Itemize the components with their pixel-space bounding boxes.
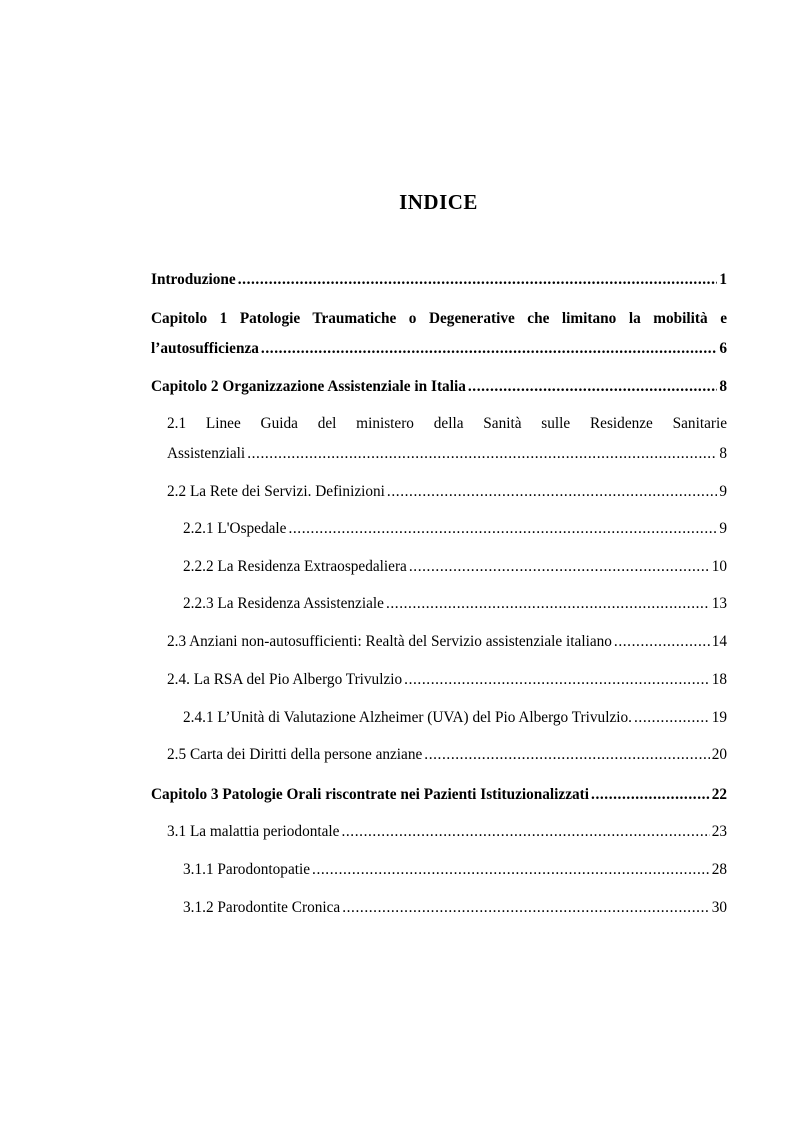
toc-entry-2-2-3[interactable]: [183, 594, 727, 614]
toc-entry-2-4-1[interactable]: [183, 708, 727, 728]
toc-entry-label: 2.2.3 La Residenza Assistenziale: [183, 595, 384, 612]
dot-leader: [238, 270, 718, 290]
toc-entry-2-1[interactable]: [167, 444, 727, 464]
toc-entry-label: 2.4.1 L’Unità di Valutazione Alzheimer (UVA) del Pio Albergo Trivulzio.: [183, 709, 632, 726]
toc-page-number: 10: [711, 558, 727, 575]
toc-entry-3-1-1[interactable]: [183, 860, 727, 880]
dot-leader: [409, 557, 710, 577]
toc-page-number: 6: [719, 340, 727, 357]
toc-entry-2-4[interactable]: [167, 670, 727, 690]
toc-page-number: 20: [711, 746, 727, 763]
toc-page-number: 13: [711, 595, 727, 612]
dot-leader: [387, 482, 717, 502]
toc-page-number: 8: [719, 378, 727, 395]
toc-page-number: 30: [711, 899, 727, 916]
dot-leader: [288, 519, 717, 539]
toc-entry-2-2[interactable]: [167, 482, 727, 502]
toc-page-number: 18: [711, 671, 727, 688]
toc-entry-label: 3.1.2 Parodontite Cronica: [183, 899, 341, 916]
toc-entry-label: 2.2 La Rete dei Servizi. Definizioni: [167, 483, 385, 500]
toc-page-number: 1: [719, 271, 727, 288]
toc-entry-label: Introduzione: [151, 271, 236, 288]
dot-leader: [591, 785, 710, 805]
dot-leader: [634, 708, 710, 728]
toc-page-number: 19: [711, 709, 727, 726]
dot-leader: [312, 860, 710, 880]
toc-entry-2-1-line1[interactable]: 2.1 Linee Guida del ministero della Sanità sulle Residenze Sanitarie: [167, 415, 727, 432]
dot-leader: [614, 632, 710, 652]
dot-leader: [386, 594, 710, 614]
toc-entry-3-1-2[interactable]: [183, 898, 727, 918]
toc-page-number: 22: [711, 786, 727, 803]
dot-leader: [404, 670, 710, 690]
toc-entry-2-5[interactable]: [167, 745, 727, 765]
toc-entry-label: Capitolo 3 Patologie Orali riscontrate nei Pazienti Istituzionalizzati: [151, 786, 590, 803]
toc-entry-label: 2.4. La RSA del Pio Albergo Trivulzio: [167, 671, 403, 688]
toc-entry-label: 2.2.1 L'Ospedale: [183, 520, 287, 537]
toc-entry-2-3[interactable]: [167, 632, 727, 652]
dot-leader: [247, 444, 717, 464]
toc-entry-label: Assistenziali: [167, 445, 246, 462]
toc-entry-introduzione[interactable]: [151, 270, 727, 290]
toc-entry-capitolo-1-line1[interactable]: Capitolo 1 Patologie Traumatiche o Degenerative che limitano la mobilità e: [151, 310, 727, 327]
dot-leader: [342, 898, 710, 918]
toc-entry-capitolo-3[interactable]: [151, 785, 727, 805]
toc-entry-label: 3.1 La malattia periodontale: [167, 823, 340, 840]
toc-entry-capitolo-1[interactable]: [151, 339, 727, 359]
toc-entry-label: 2.5 Carta dei Diritti della persone anziane: [167, 746, 423, 763]
toc-entry-2-2-2[interactable]: [183, 557, 727, 577]
toc-page-number: 28: [711, 861, 727, 878]
toc-page-number: 9: [719, 483, 727, 500]
dot-leader: [341, 822, 709, 842]
dot-leader: [261, 339, 717, 359]
toc-entry-label: l’autosufficienza: [151, 340, 259, 357]
toc-page-number: 9: [719, 520, 727, 537]
toc-entry-label: Capitolo 2 Organizzazione Assistenziale in Italia: [151, 378, 466, 395]
toc-entry-label: 2.3 Anziani non-autosufficienti: Realtà del Servizio assistenziale italiano: [167, 633, 612, 650]
page-title: INDICE: [399, 190, 478, 214]
toc-page-number: 14: [711, 633, 727, 650]
toc-entry-label: 3.1.1 Parodontopatie: [183, 861, 311, 878]
dot-leader: [424, 745, 709, 765]
toc-entry-2-2-1[interactable]: [183, 519, 727, 539]
toc-entry-3-1[interactable]: [167, 822, 727, 842]
dot-leader: [468, 377, 717, 397]
toc-page-number: 23: [711, 823, 727, 840]
toc-entry-capitolo-2[interactable]: [151, 377, 727, 397]
toc-entry-label: 2.2.2 La Residenza Extraospedaliera: [183, 558, 407, 575]
toc-page-number: 8: [719, 445, 727, 462]
